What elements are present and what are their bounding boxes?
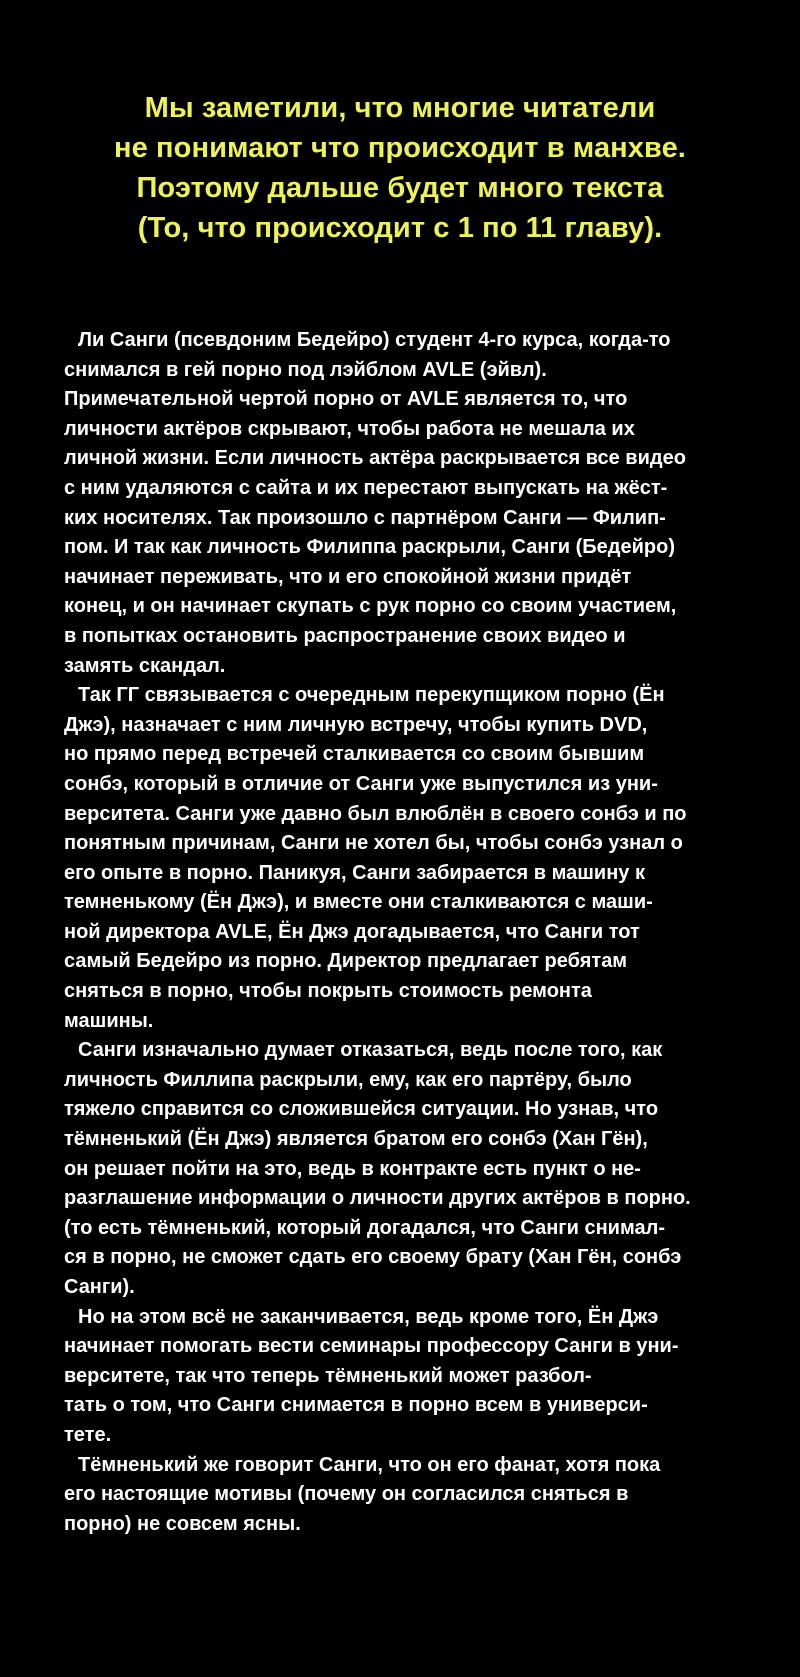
notice-line: Мы заметили, что многие читатели: [144, 92, 656, 124]
text-line: порно) не совсем ясны.: [64, 1512, 301, 1535]
reader-notice: [40, 88, 760, 248]
text-line: (то есть тёмненький, который догадался, что Санги снимал-: [64, 1216, 665, 1239]
text-line: понятным причинам, Санги не хотел бы, чтобы сонбэ узнал о: [64, 832, 683, 855]
paragraph: [64, 681, 769, 1036]
text-line: с ним удаляются с сайта и их перестают выпускать на жёст-: [64, 476, 668, 499]
text-line: тете.: [64, 1423, 112, 1446]
text-line: тяжело справится со сложившейся ситуации. Но узнав, что: [64, 1098, 659, 1121]
notice-line: Поэтому дальше будет много текста: [136, 172, 664, 204]
text-line: Санги).: [64, 1276, 135, 1298]
text-line: его опыте в порно. Паникуя, Санги забирается в машину к: [64, 861, 645, 884]
text-line: машины.: [64, 1009, 154, 1032]
text-line: личность Филлипа раскрыли, ему, как его партёру, было: [64, 1068, 632, 1091]
paragraph: [64, 326, 769, 681]
text-line: его настоящие мотивы (почему он согласился сняться в: [64, 1483, 629, 1506]
text-line: начинает переживать, что и его спокойной жизни придёт: [64, 565, 632, 588]
text-line: ной директора AVLE, Ён Джэ догадывается, что Санги тот: [64, 920, 640, 943]
notice-line: не понимают что происходит в манхве.: [114, 132, 686, 164]
text-line: но прямо перед встречей сталкивается со своим бывшим: [64, 743, 645, 766]
text-line: ся в порно, не сможет сдать его своему брату (Хан Гён, сонбэ: [64, 1246, 682, 1269]
text-line: Ли Санги (псевдоним Бедейро) студент 4-го курса, когда-то: [78, 329, 671, 351]
text-line: Санги изначально думает отказаться, ведь после того, как: [78, 1039, 663, 1062]
paragraph: [64, 1303, 769, 1451]
text-line: снимался в гей порно под лэйблом AVLE (эйвл).: [64, 358, 547, 381]
text-line: сняться в порно, чтобы покрыть стоимость ремонта: [64, 980, 592, 1003]
text-line: личной жизни. Если личность актёра раскрывается все видео: [64, 447, 686, 470]
text-line: Но на этом всё не заканчивается, ведь кроме того, Ён Джэ: [78, 1305, 659, 1328]
text-line: Так ГГ связывается с очередным перекупщиком порно (Ён: [78, 684, 665, 707]
paragraph: [64, 1036, 769, 1302]
text-line: личности актёров скрывают, чтобы работа не мешала их: [64, 417, 635, 440]
text-line: в попытках остановить распространение своих видео и: [64, 624, 626, 647]
notice-line: (То, что происходит с 1 по 11 главу).: [137, 212, 663, 244]
text-line: верситета. Санги уже давно был влюблён в своего сонбэ и по: [64, 802, 687, 825]
text-line: пом. И так как личность Филиппа раскрыли, Санги (Бедейро): [64, 536, 675, 559]
text-line: Тёмненький же говорит Санги, что он его фанат, хотя пока: [78, 1453, 661, 1476]
text-line: разглашение информации о личности других актёров в порно.: [64, 1187, 691, 1210]
text-line: сонбэ, который в отличие от Санги уже выпустился из уни-: [64, 772, 658, 795]
text-line: ких носителях. Так произошло с партнёром Санги — Филип-: [64, 506, 666, 529]
text-line: замять скандал.: [64, 654, 226, 677]
text-line: темненькому (Ён Джэ), и вместе они сталкиваются с маши-: [64, 891, 653, 914]
text-line: верситете, так что теперь тёмненький может разбол-: [64, 1364, 592, 1387]
text-line: Примечательной чертой порно от AVLE является то, что: [64, 388, 628, 411]
text-line: Джэ), назначает с ним личную встречу, чтобы купить DVD,: [64, 713, 648, 736]
text-line: начинает помогать вести семинары профессору Санги в уни-: [64, 1335, 679, 1358]
text-line: самый Бедейро из порно. Директор предлагает ребятам: [64, 950, 628, 973]
text-line: тёмненький (Ён Джэ) является братом его сонбэ (Хан Гён),: [64, 1128, 648, 1151]
text-line: конец, и он начинает скупать с рук порно со своим участием,: [64, 595, 677, 618]
text-line: он решает пойти на это, ведь в контракте есть пункт о не-: [64, 1157, 641, 1180]
story-summary: [64, 326, 769, 1539]
text-line: тать о том, что Санги снимается в порно всем в универси-: [64, 1394, 648, 1417]
paragraph: [64, 1451, 769, 1540]
